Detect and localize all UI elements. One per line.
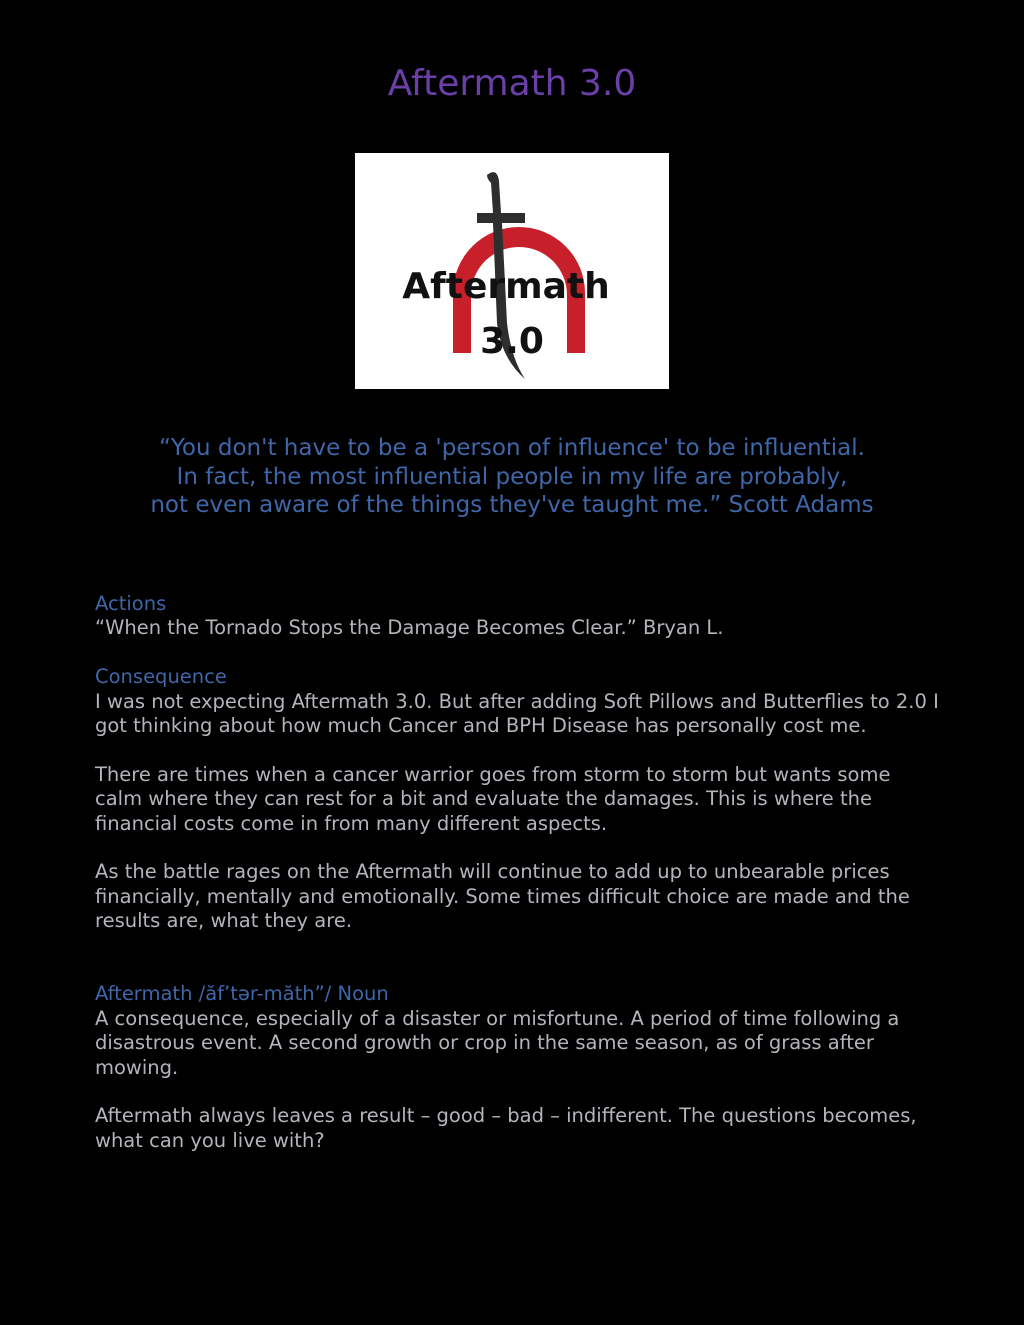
logo-word: Aftermath [402,266,610,307]
quote-line: not even aware of the things they've taught me.” Scott Adams [150,492,874,518]
consequence-paragraph-2: There are times when a cancer warrior goes from storm to storm but wants some calm where they can rest for a bit and evaluate the damages. This is where the financial costs come in from many different aspects. [95,762,891,835]
definition-heading: Aftermath /ăf’tər-măth”/ Noun [95,982,389,1006]
definition-paragraph-1: A consequence, especially of a disaster or misfortune. A period of time following a disastrous event. A second growth or crop in the same season, as of grass after mowing. [95,1006,900,1079]
article-body [95,592,940,1153]
logo-graphic [355,153,669,389]
logo-version: 3.0 [480,321,544,362]
quote-line: In fact, the most influential people in my life are probably, [176,463,848,490]
consequence-heading: Consequence [95,665,227,689]
consequence-paragraph-3: As the battle rages on the Aftermath will continue to add up to unbearable prices financially, mentally and emotionally. Some times difficult choice are made and the results are, what they are. [95,860,910,933]
definition-paragraph-2: Aftermath always leaves a result – good – bad – indifferent. The questions becomes, what can you live with? [95,1104,917,1152]
consequence-paragraph-1: I was not expecting Aftermath 3.0. But after adding Soft Pillows and Butterflies to 2.0 I got thinking about how much Cancer and BPH Disease has personally cost me. [95,689,939,738]
actions-text: “When the Tornado Stops the Damage Becomes Clear.” Bryan L. [95,616,724,640]
page-title: Aftermath 3.0 [387,63,637,104]
quote-line: “You don't have to be a 'person of influence' to be influential. [159,435,865,461]
aftermath-logo [355,153,669,389]
quote-block [0,434,1024,520]
actions-heading: Actions [95,592,167,615]
